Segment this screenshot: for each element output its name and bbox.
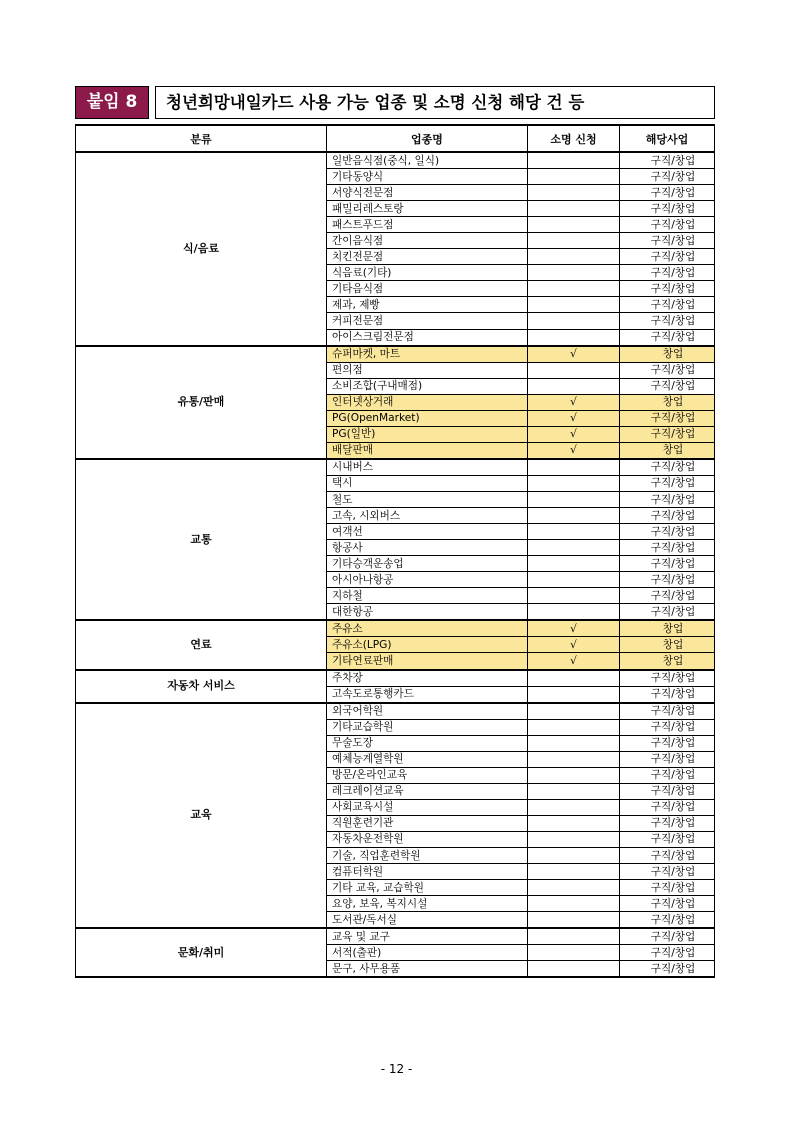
- industry-name-cell: 인터넷상거래: [327, 394, 528, 410]
- program-cell: 구직/창업: [620, 961, 715, 978]
- industry-name-cell: 기타 교육, 교습학원: [327, 880, 528, 896]
- appeal-check-cell: [528, 313, 620, 329]
- program-cell: 구직/창업: [620, 880, 715, 896]
- table-body: [76, 152, 715, 977]
- industry-name-cell: 슈퍼마켓, 마트: [327, 346, 528, 363]
- appeal-check-cell: [528, 265, 620, 281]
- appeal-check-cell: [528, 670, 620, 687]
- program-cell: 구직/창업: [620, 313, 715, 329]
- program-cell: 구직/창업: [620, 329, 715, 346]
- industry-name-cell: 일반음식점(중식, 일식): [327, 152, 528, 169]
- industry-name-cell: 간이음식점: [327, 233, 528, 249]
- attachment-badge: 붙임 8: [75, 86, 149, 119]
- appeal-check-cell: [528, 686, 620, 703]
- program-cell: 구직/창업: [620, 475, 715, 491]
- appeal-check-cell: [528, 491, 620, 507]
- program-cell: 구직/창업: [620, 604, 715, 621]
- industry-name-cell: 시내버스: [327, 459, 528, 476]
- program-cell: 구직/창업: [620, 265, 715, 281]
- category-cell: 교통: [76, 459, 327, 620]
- industry-name-cell: 소비조합(구내매점): [327, 378, 528, 394]
- industry-name-cell: 대한항공: [327, 604, 528, 621]
- header-category: 분류: [76, 125, 327, 152]
- category-cell: 교육: [76, 703, 327, 929]
- program-cell: 구직/창업: [620, 686, 715, 703]
- program-cell: 구직/창업: [620, 362, 715, 378]
- industry-name-cell: 주유소(LPG): [327, 637, 528, 653]
- appeal-check-cell: [528, 751, 620, 767]
- industry-name-cell: 기타교습학원: [327, 719, 528, 735]
- appeal-check-cell: [528, 864, 620, 880]
- program-cell: 구직/창업: [620, 217, 715, 233]
- industry-table: [75, 124, 715, 978]
- industry-name-cell: 식음료(기타): [327, 265, 528, 281]
- industry-name-cell: 무술도장: [327, 735, 528, 751]
- industry-name-cell: 고속, 시외버스: [327, 508, 528, 524]
- program-cell: 구직/창업: [620, 799, 715, 815]
- appeal-check-cell: √: [528, 346, 620, 363]
- program-cell: 구직/창업: [620, 249, 715, 265]
- industry-name-cell: PG(OpenMarket): [327, 410, 528, 426]
- program-cell: 구직/창업: [620, 848, 715, 864]
- industry-name-cell: 서적(출판): [327, 945, 528, 961]
- program-cell: 구직/창업: [620, 459, 715, 476]
- program-cell: 구직/창업: [620, 719, 715, 735]
- industry-name-cell: 도서관/독서실: [327, 912, 528, 929]
- industry-name-cell: 여객선: [327, 524, 528, 540]
- appeal-check-cell: [528, 572, 620, 588]
- industry-name-cell: 제과, 제빵: [327, 297, 528, 313]
- program-cell: 구직/창업: [620, 928, 715, 945]
- table-row: [76, 620, 715, 637]
- industry-name-cell: 기술, 직업훈련학원: [327, 848, 528, 864]
- table-row: [76, 459, 715, 476]
- category-cell: 연료: [76, 620, 327, 669]
- category-cell: 유통/판매: [76, 346, 327, 459]
- appeal-check-cell: [528, 201, 620, 217]
- program-cell: 구직/창업: [620, 201, 715, 217]
- appeal-check-cell: [528, 961, 620, 978]
- industry-name-cell: 서양식전문점: [327, 185, 528, 201]
- appeal-check-cell: [528, 928, 620, 945]
- program-cell: 창업: [620, 346, 715, 363]
- appeal-check-cell: [528, 703, 620, 720]
- title-bar: [75, 86, 715, 119]
- program-cell: 창업: [620, 394, 715, 410]
- program-cell: 구직/창업: [620, 524, 715, 540]
- appeal-check-cell: √: [528, 653, 620, 670]
- industry-name-cell: 주차장: [327, 670, 528, 687]
- program-cell: 구직/창업: [620, 912, 715, 929]
- appeal-check-cell: [528, 459, 620, 476]
- industry-name-cell: 고속도로통행카드: [327, 686, 528, 703]
- appeal-check-cell: [528, 831, 620, 847]
- program-cell: 구직/창업: [620, 297, 715, 313]
- appeal-check-cell: √: [528, 394, 620, 410]
- program-cell: 구직/창업: [620, 751, 715, 767]
- appeal-check-cell: [528, 249, 620, 265]
- industry-name-cell: 배달판매: [327, 442, 528, 459]
- appeal-check-cell: [528, 362, 620, 378]
- industry-name-cell: 철도: [327, 491, 528, 507]
- appeal-check-cell: √: [528, 442, 620, 459]
- appeal-check-cell: [528, 329, 620, 346]
- appeal-check-cell: [528, 217, 620, 233]
- appeal-check-cell: [528, 848, 620, 864]
- program-cell: 창업: [620, 637, 715, 653]
- industry-name-cell: 커피전문점: [327, 313, 528, 329]
- program-cell: 구직/창업: [620, 670, 715, 687]
- appeal-check-cell: [528, 233, 620, 249]
- program-cell: 구직/창업: [620, 735, 715, 751]
- appeal-check-cell: [528, 169, 620, 185]
- appeal-check-cell: [528, 297, 620, 313]
- program-cell: 구직/창업: [620, 152, 715, 169]
- appeal-check-cell: [528, 556, 620, 572]
- appeal-check-cell: [528, 799, 620, 815]
- program-cell: 구직/창업: [620, 945, 715, 961]
- category-cell: 식/음료: [76, 152, 327, 346]
- appeal-check-cell: [528, 912, 620, 929]
- appeal-check-cell: [528, 185, 620, 201]
- program-cell: 창업: [620, 653, 715, 670]
- industry-name-cell: 문구, 사무용품: [327, 961, 528, 978]
- program-cell: 구직/창업: [620, 815, 715, 831]
- industry-name-cell: 편의점: [327, 362, 528, 378]
- appeal-check-cell: [528, 719, 620, 735]
- table-row: [76, 703, 715, 720]
- program-cell: 창업: [620, 442, 715, 459]
- program-cell: 구직/창업: [620, 540, 715, 556]
- program-cell: 구직/창업: [620, 556, 715, 572]
- industry-name-cell: 사회교육시설: [327, 799, 528, 815]
- table-row: [76, 152, 715, 169]
- industry-name-cell: 컴퓨터학원: [327, 864, 528, 880]
- table-row: [76, 928, 715, 945]
- program-cell: 구직/창업: [620, 572, 715, 588]
- industry-name-cell: 기타음식점: [327, 281, 528, 297]
- program-cell: 구직/창업: [620, 281, 715, 297]
- appeal-check-cell: [528, 378, 620, 394]
- appeal-check-cell: [528, 508, 620, 524]
- table-row: [76, 670, 715, 687]
- industry-name-cell: 기타연료판매: [327, 653, 528, 670]
- table-header-row: [76, 125, 715, 152]
- industry-name-cell: 치킨전문점: [327, 249, 528, 265]
- industry-name-cell: 요양, 보육, 복지시설: [327, 896, 528, 912]
- industry-name-cell: 아이스크림전문점: [327, 329, 528, 346]
- appeal-check-cell: [528, 767, 620, 783]
- program-cell: 구직/창업: [620, 426, 715, 442]
- industry-name-cell: 패밀리레스토랑: [327, 201, 528, 217]
- appeal-check-cell: √: [528, 620, 620, 637]
- program-cell: 구직/창업: [620, 185, 715, 201]
- program-cell: 구직/창업: [620, 588, 715, 604]
- industry-name-cell: 기타승객운송업: [327, 556, 528, 572]
- program-cell: 구직/창업: [620, 491, 715, 507]
- header-applicable-program: 해당사업: [620, 125, 715, 152]
- category-cell: 자동차 서비스: [76, 670, 327, 703]
- appeal-check-cell: [528, 524, 620, 540]
- program-cell: 구직/창업: [620, 896, 715, 912]
- industry-name-cell: 레크레이션교육: [327, 783, 528, 799]
- appeal-check-cell: [528, 604, 620, 621]
- appeal-check-cell: √: [528, 410, 620, 426]
- appeal-check-cell: [528, 735, 620, 751]
- industry-name-cell: 외국어학원: [327, 703, 528, 720]
- page-number: - 12 -: [380, 1062, 413, 1076]
- appeal-check-cell: [528, 475, 620, 491]
- industry-name-cell: 주유소: [327, 620, 528, 637]
- program-cell: 창업: [620, 620, 715, 637]
- program-cell: 구직/창업: [620, 767, 715, 783]
- appeal-check-cell: √: [528, 637, 620, 653]
- appeal-check-cell: √: [528, 426, 620, 442]
- appeal-check-cell: [528, 540, 620, 556]
- appeal-check-cell: [528, 152, 620, 169]
- program-cell: 구직/창업: [620, 831, 715, 847]
- program-cell: 구직/창업: [620, 169, 715, 185]
- table-row: [76, 346, 715, 363]
- appeal-check-cell: [528, 281, 620, 297]
- industry-name-cell: 패스트푸드점: [327, 217, 528, 233]
- appeal-check-cell: [528, 896, 620, 912]
- industry-name-cell: PG(일반): [327, 426, 528, 442]
- industry-name-cell: 항공사: [327, 540, 528, 556]
- industry-name-cell: 방문/온라인교육: [327, 767, 528, 783]
- appeal-check-cell: [528, 880, 620, 896]
- page-title: 청년희망내일카드 사용 가능 업종 및 소명 신청 해당 건 등: [155, 86, 715, 119]
- industry-name-cell: 자동차운전학원: [327, 831, 528, 847]
- industry-name-cell: 교육 및 교구: [327, 928, 528, 945]
- appeal-check-cell: [528, 783, 620, 799]
- appeal-check-cell: [528, 588, 620, 604]
- header-appeal-request: 소명 신청: [528, 125, 620, 152]
- industry-name-cell: 택시: [327, 475, 528, 491]
- program-cell: 구직/창업: [620, 508, 715, 524]
- program-cell: 구직/창업: [620, 703, 715, 720]
- industry-name-cell: 직원훈련기관: [327, 815, 528, 831]
- industry-name-cell: 아시아나항공: [327, 572, 528, 588]
- industry-name-cell: 예체능계열학원: [327, 751, 528, 767]
- category-cell: 문화/취미: [76, 928, 327, 977]
- industry-name-cell: 기타동양식: [327, 169, 528, 185]
- appeal-check-cell: [528, 945, 620, 961]
- program-cell: 구직/창업: [620, 233, 715, 249]
- appeal-check-cell: [528, 815, 620, 831]
- program-cell: 구직/창업: [620, 378, 715, 394]
- header-industry-name: 업종명: [327, 125, 528, 152]
- program-cell: 구직/창업: [620, 783, 715, 799]
- industry-name-cell: 지하철: [327, 588, 528, 604]
- program-cell: 구직/창업: [620, 410, 715, 426]
- program-cell: 구직/창업: [620, 864, 715, 880]
